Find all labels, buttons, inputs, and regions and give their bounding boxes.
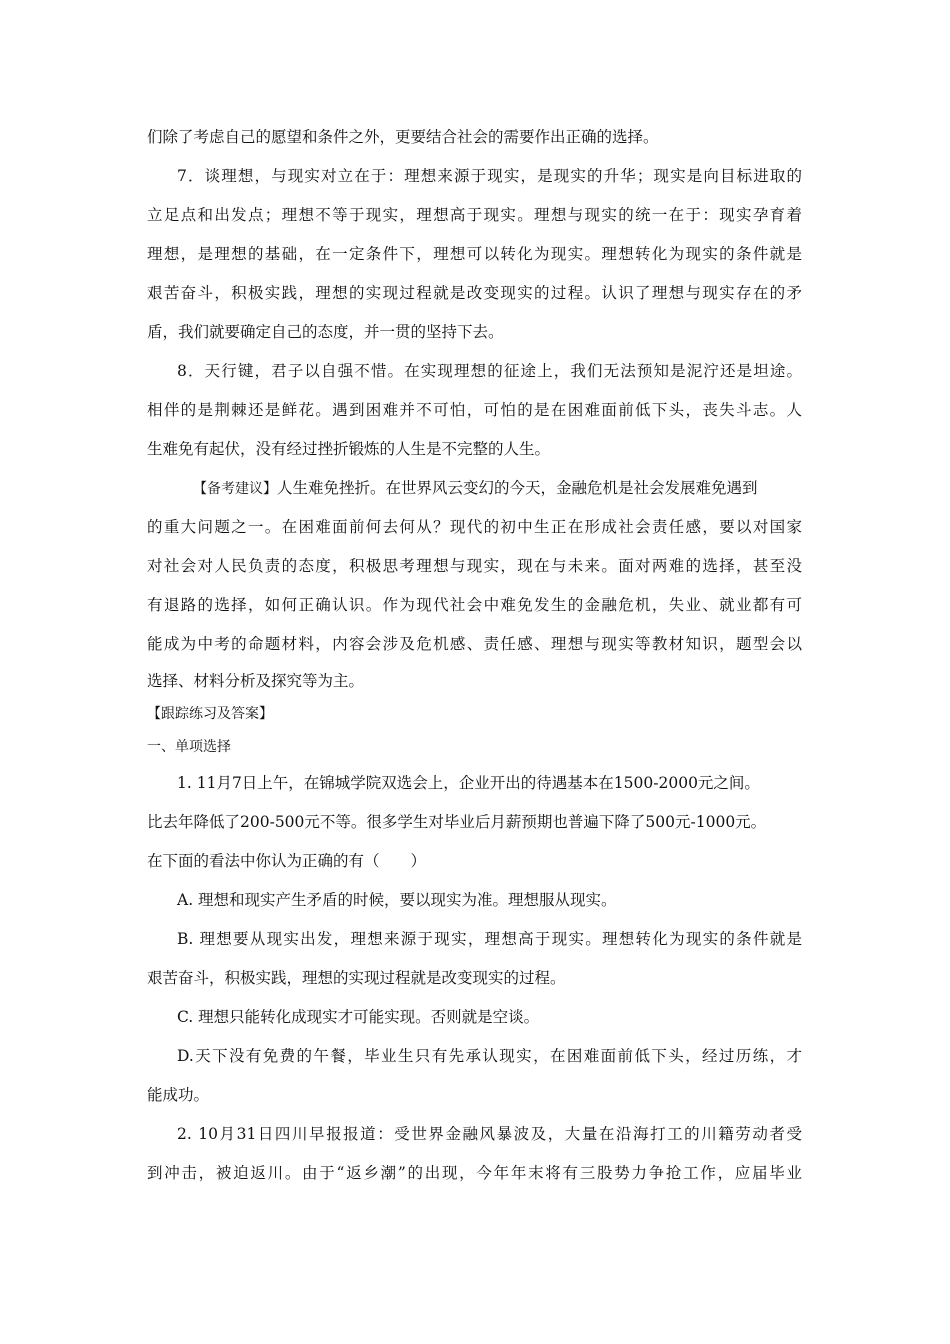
- text-line: 们除了考虑自己的愿望和条件之外，更要结合社会的需要作出正确的选择。: [147, 128, 659, 146]
- text-line: 选择、材料分析及探究等为主。: [147, 672, 365, 690]
- text-line: 艰苦奋斗，积极实践，理想的实现过程就是改变现实的过程。认识了理想与现实存在的矛: [147, 284, 802, 302]
- option-a: A. 理想和现实产生矛盾的时候，要以现实为准。理想服从现实。: [177, 891, 617, 909]
- option-d-cont: 能成功。: [147, 1086, 210, 1104]
- text-line: 生难免有起伏，没有经过挫折锻炼的人生是不完整的人生。: [147, 440, 551, 458]
- text-line: 盾，我们就要确定自己的态度，并一贯的坚持下去。: [147, 323, 504, 341]
- question-line: 1. 11月7日上午，在锦城学院双选会上，企业开出的待遇基本在1500-2000元之间。: [177, 774, 760, 792]
- tip-text: 人生难免挫折。在世界风云变幻的今天，金融危机是社会发展难免遇到: [277, 479, 758, 497]
- text-line: 理想，是理想的基础，在一定条件下，理想可以转化为现实。理想转化为现实的条件就是: [147, 245, 802, 263]
- text-line: 有退路的选择，如何正确认识。作为现代社会中难免发生的金融危机，失业、就业都有可: [147, 596, 802, 614]
- text-line: 的重大问题之一。在困难面前何去何从？现代的初中生正在形成社会责任感，要以对国家: [147, 518, 802, 536]
- section-heading: 【跟踪练习及答案】: [147, 706, 273, 722]
- question-line: 到冲击，被迫返川。由于“返乡潮”的出现，今年年末将有三股势力争抢工作，应届毕业: [147, 1164, 802, 1182]
- option-b-cont: 艰苦奋斗，积极实践，理想的实现过程就是改变现实的过程。: [147, 969, 566, 987]
- option-d: D.天下没有免费的午餐，毕业生只有先承认现实，在困难面前低下头，经过历练，才: [177, 1047, 802, 1065]
- question-line: 比去年降低了200-500元不等。很多学生对毕业后月薪预期也普遍下降了500元-1000元。: [147, 813, 767, 831]
- question-line: 在下面的看法中你认为正确的有（ ）: [147, 852, 427, 870]
- question-line: 2. 10月31日四川早报报道：受世界金融风暴波及，大量在沿海打工的川籍劳动者受: [177, 1125, 802, 1143]
- text-line: 8．天行键，君子以自强不惜。在实现理想的征途上，我们无法预知是泥泞还是坦途。: [177, 362, 802, 380]
- text-line: [0, 469, 950, 508]
- text-line: 能成为中考的命题材料，内容会涉及危机感、责任感、理想与现实等教材知识，题型会以: [147, 635, 802, 653]
- tip-label: 【备考建议】: [193, 481, 277, 497]
- text-line: 对社会对人民负责的态度，积极思考理想与现实，现在与未来。面对两难的选择，甚至没: [147, 557, 802, 575]
- section-heading: 一、单项选择: [147, 739, 231, 755]
- option-c: C. 理想只能转化成现实才可能实现。否则就是空谈。: [177, 1008, 540, 1026]
- option-b: B. 理想要从现实出发，理想来源于现实，理想高于现实。理想转化为现实的条件就是: [177, 930, 802, 948]
- text-line: 相伴的是荆棘还是鲜花。遇到困难并不可怕，可怕的是在困难面前低下头，丧失斗志。人: [147, 401, 802, 419]
- document-body: [0, 118, 950, 1193]
- text-line: 7．谈理想，与现实对立在于：理想来源于现实，是现实的升华；现实是向目标进取的: [177, 167, 802, 185]
- text-line: 立足点和出发点；理想不等于现实，理想高于现实。理想与现实的统一在于：现实孕育着: [147, 206, 802, 224]
